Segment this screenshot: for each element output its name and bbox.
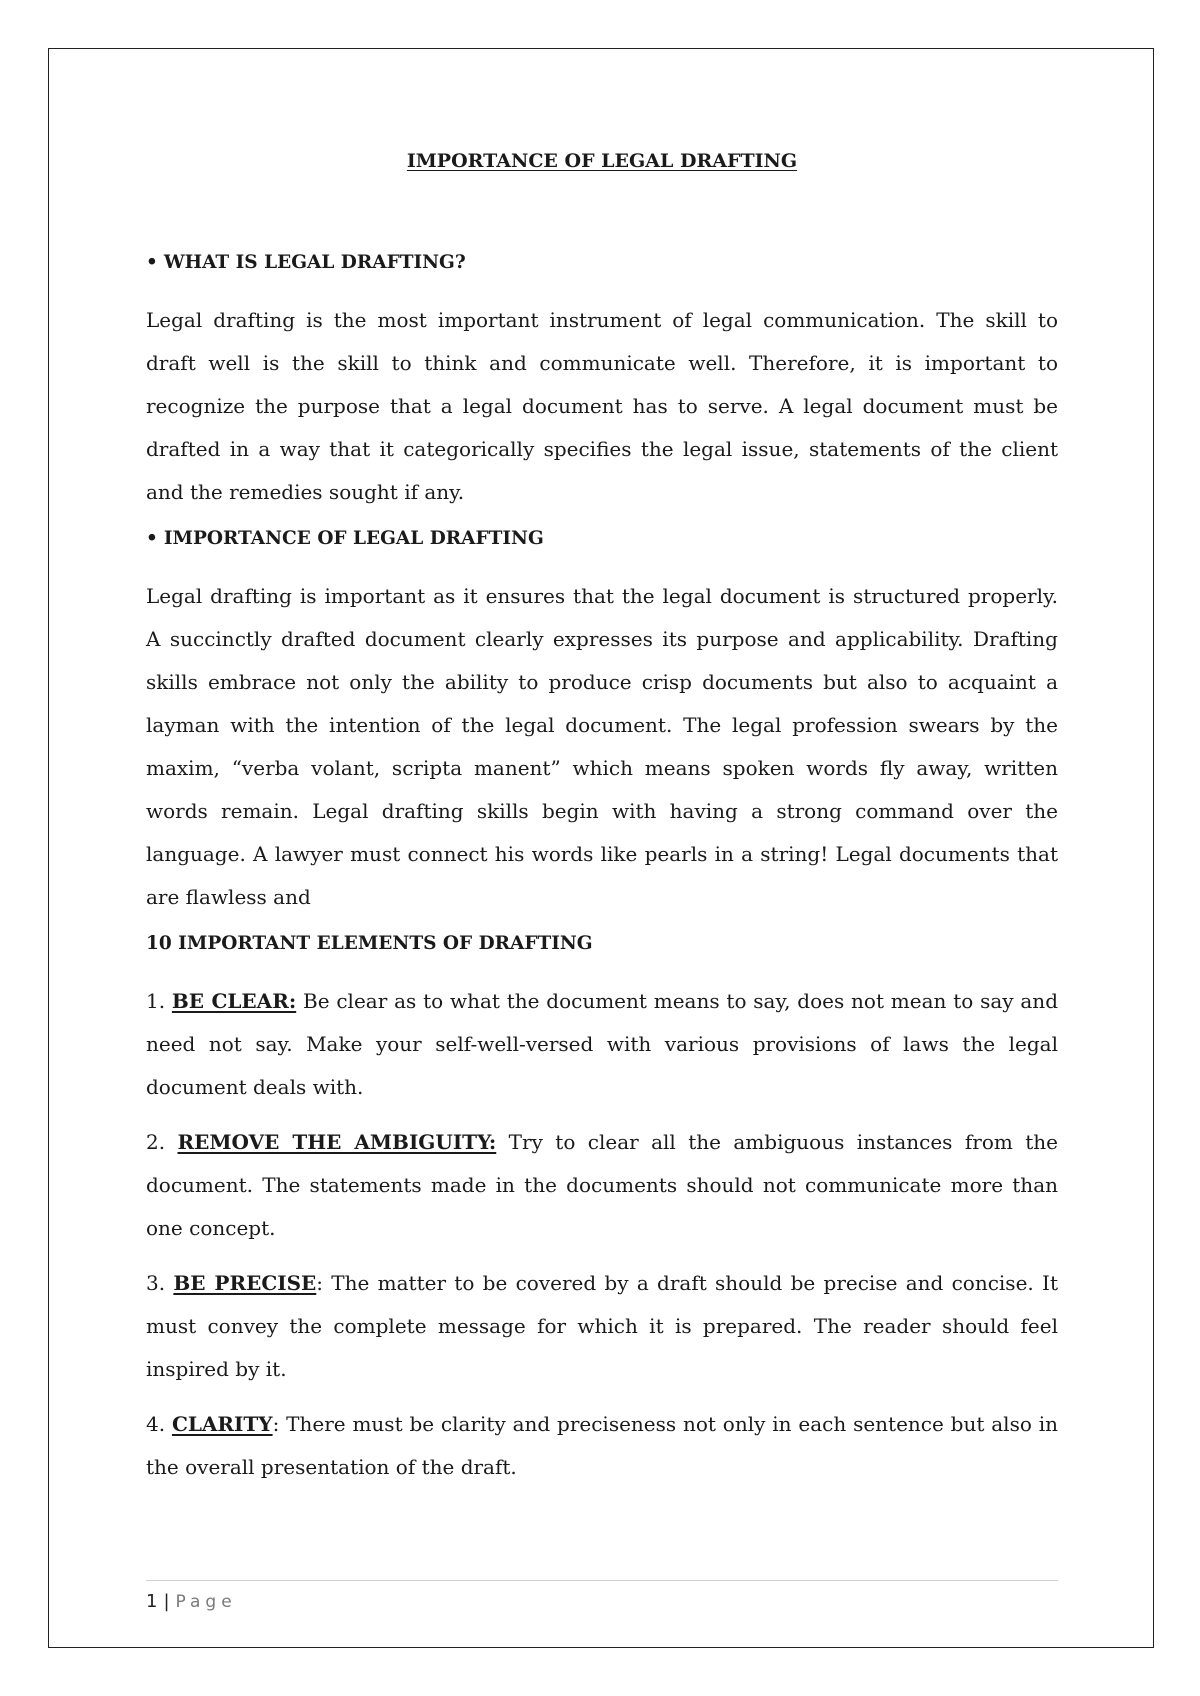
item-text: : The matter to be covered by a draft should be precise and concise. It must convey the complete message for which it is prepared. The reader should feel inspired by it.	[146, 1271, 1058, 1381]
item-number: 4.	[146, 1412, 172, 1436]
item-number: 2.	[146, 1130, 178, 1154]
page-footer	[146, 1580, 1058, 1612]
paragraph-what-is-legal-drafting: Legal drafting is the most important instrument of legal communication. The skill to draft well is the skill to think and communicate well. Therefore, it is important to recognize the purpose that a legal document has to serve. A legal document must be drafted in a way that it categorically specifies the legal issue, statements of the client and the remedies sought if any.	[146, 308, 1058, 504]
section-heading-what-is-legal-drafting	[146, 252, 1058, 273]
item-label: BE CLEAR:	[171, 989, 297, 1013]
item-label: BE PRECISE	[173, 1271, 317, 1295]
section-heading-text: WHAT IS LEGAL DRAFTING?	[163, 252, 466, 273]
list-item	[146, 980, 1058, 1109]
footer-separator: |	[163, 1591, 170, 1612]
page-number: 1	[146, 1591, 158, 1612]
item-text: Be clear as to what the document means to say, does not mean to say and need not say. Make your self-well-versed with various provisions of laws the legal document deals with.	[146, 989, 1058, 1099]
item-label: CLARITY	[171, 1412, 273, 1436]
paragraph-importance: Legal drafting is important as it ensures that the legal document is structured properly. A succinctly drafted document clearly expresses its purpose and applicability. Drafting skills embrace not only the ability to produce crisp documents but also to acquaint a layman with the intention of the legal document. The legal profession swears by the maxim, “verba volant, scripta manent” which means spoken words fly away, written words remain. Legal drafting skills begin with having a strong command over the language. A lawyer must connect his words like pearls in a string! Legal documents that are flawless and	[146, 584, 1058, 909]
section-heading-elements: 10 IMPORTANT ELEMENTS OF DRAFTING	[146, 933, 593, 954]
item-text: Try to clear all the ambiguous instances from the document. The statements made in the documents should not communicate more than one concept.	[146, 1130, 1058, 1240]
item-label: REMOVE THE AMBIGUITY:	[177, 1130, 497, 1154]
section-heading-importance	[146, 528, 1058, 549]
item-number: 1.	[146, 989, 172, 1013]
bullet-icon: •	[146, 252, 158, 273]
document-title: IMPORTANCE OF LEGAL DRAFTING	[406, 150, 798, 172]
list-item	[146, 1121, 1058, 1250]
list-item	[146, 1403, 1058, 1489]
page-word: Page	[175, 1592, 237, 1612]
list-item	[146, 1262, 1058, 1391]
section-heading-text: IMPORTANCE OF LEGAL DRAFTING	[163, 528, 544, 549]
item-text: : There must be clarity and preciseness not only in each sentence but also in the overall presentation of the draft.	[146, 1412, 1058, 1479]
bullet-icon: •	[146, 528, 158, 549]
document-body	[146, 150, 1058, 1501]
item-number: 3.	[146, 1271, 174, 1295]
